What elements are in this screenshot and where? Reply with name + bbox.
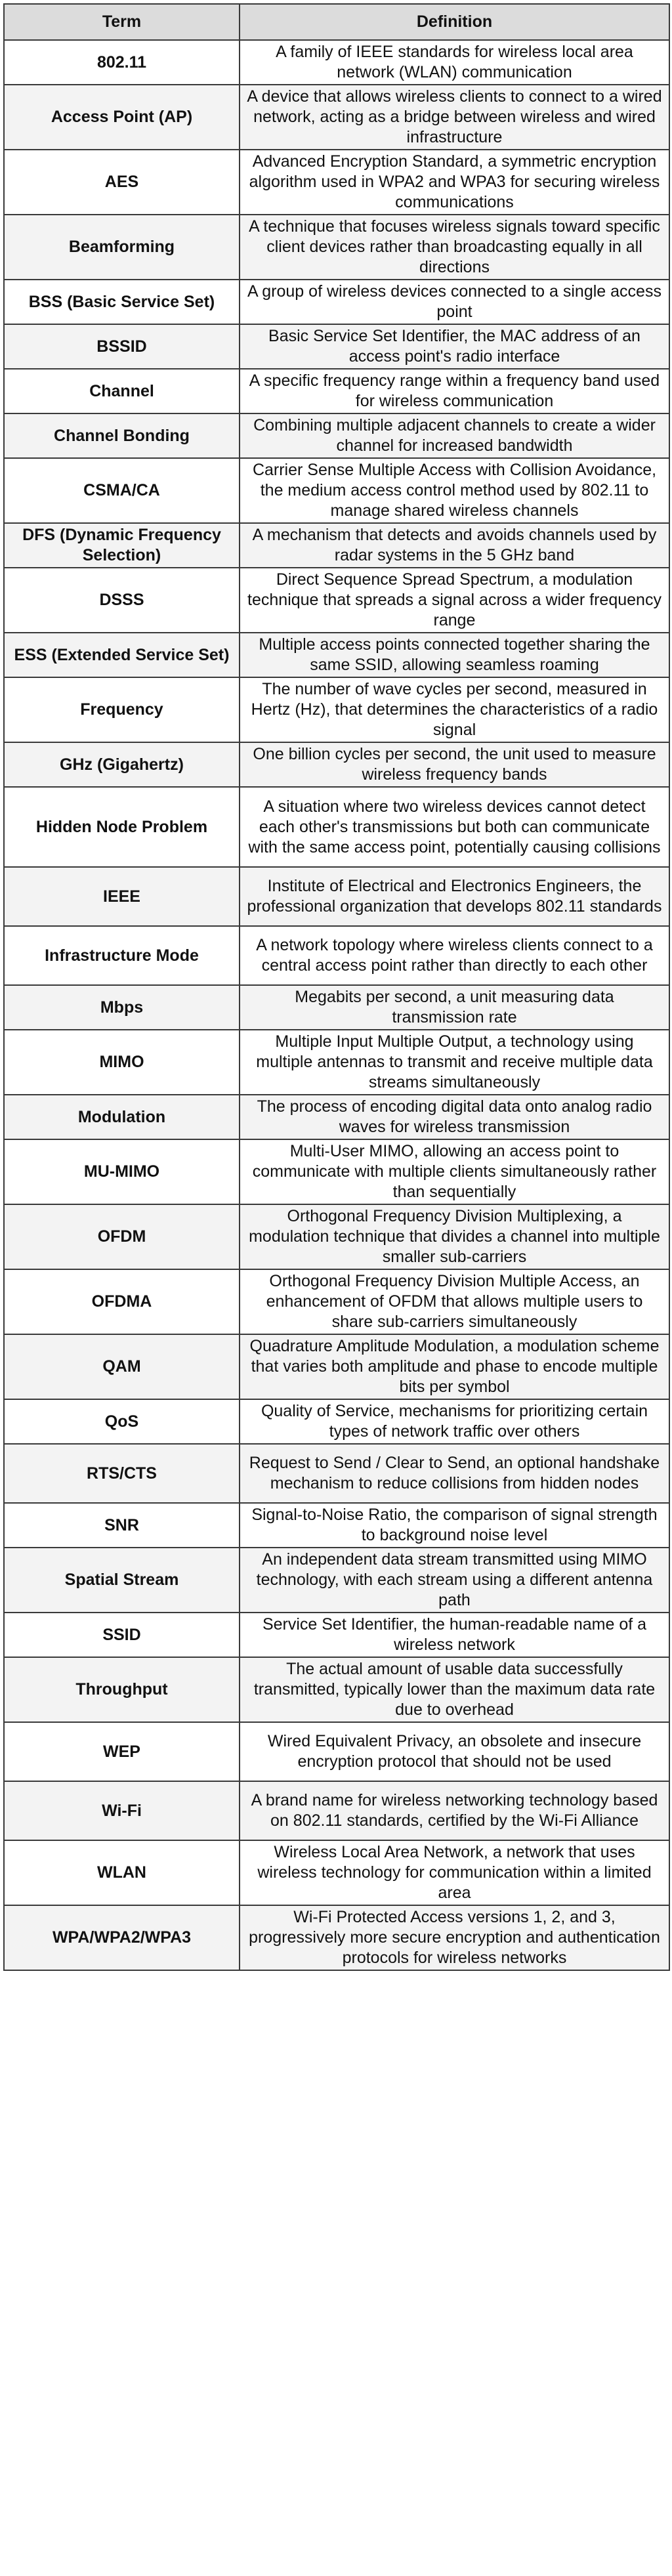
term-cell: Modulation (4, 1095, 240, 1139)
definition-cell: One billion cycles per second, the unit used to measure wireless frequency bands (240, 742, 669, 787)
table-row (4, 85, 669, 150)
term-cell: Throughput (4, 1657, 240, 1722)
term-cell: Mbps (4, 985, 240, 1030)
definition-cell: Basic Service Set Identifier, the MAC address of an access point's radio interface (240, 324, 669, 369)
table-row (4, 1722, 669, 1781)
table-row (4, 1781, 669, 1840)
term-cell: QAM (4, 1334, 240, 1399)
definition-cell: Request to Send / Clear to Send, an optional handshake mechanism to reduce collisions from hidden nodes (240, 1444, 669, 1503)
term-cell: RTS/CTS (4, 1444, 240, 1503)
table-row (4, 150, 669, 215)
definition-cell: A family of IEEE standards for wireless local area network (WLAN) communication (240, 40, 669, 85)
term-cell: BSSID (4, 324, 240, 369)
table-row (4, 215, 669, 280)
definition-cell: Advanced Encryption Standard, a symmetric encryption algorithm used in WPA2 and WPA3 for securing wireless communications (240, 150, 669, 215)
term-cell: SNR (4, 1503, 240, 1548)
term-cell: WPA/WPA2/WPA3 (4, 1905, 240, 1970)
definition-cell: A group of wireless devices connected to a single access point (240, 280, 669, 324)
table-row (4, 1613, 669, 1657)
definition-cell: Orthogonal Frequency Division Multiple Access, an enhancement of OFDM that allows multiple users to share sub-carriers simultaneously (240, 1269, 669, 1334)
table-row (4, 633, 669, 677)
definition-cell: Quadrature Amplitude Modulation, a modulation scheme that varies both amplitude and phase to encode multiple bits per symbol (240, 1334, 669, 1399)
term-cell: ESS (Extended Service Set) (4, 633, 240, 677)
term-cell: Channel (4, 369, 240, 413)
definition-cell: Combining multiple adjacent channels to create a wider channel for increased bandwidth (240, 413, 669, 458)
table-row (4, 1657, 669, 1722)
term-cell: CSMA/CA (4, 458, 240, 523)
definition-cell: A network topology where wireless clients connect to a central access point rather than directly to each other (240, 926, 669, 985)
table-row (4, 523, 669, 568)
term-cell: IEEE (4, 867, 240, 926)
table-row (4, 1444, 669, 1503)
definition-cell: Wireless Local Area Network, a network that uses wireless technology for communication within a limited area (240, 1840, 669, 1905)
term-cell: Channel Bonding (4, 413, 240, 458)
table-row (4, 280, 669, 324)
definition-cell: Service Set Identifier, the human-readable name of a wireless network (240, 1613, 669, 1657)
table-row (4, 568, 669, 633)
definition-cell: Institute of Electrical and Electronics Engineers, the professional organization that develops 802.11 standards (240, 867, 669, 926)
term-cell: OFDMA (4, 1269, 240, 1334)
definition-cell: Carrier Sense Multiple Access with Collision Avoidance, the medium access control method used by 802.11 to manage shared wireless channels (240, 458, 669, 523)
term-cell: QoS (4, 1399, 240, 1444)
term-cell: BSS (Basic Service Set) (4, 280, 240, 324)
definition-column-header: Definition (240, 4, 669, 40)
term-cell: MIMO (4, 1030, 240, 1095)
definition-cell: A mechanism that detects and avoids channels used by radar systems in the 5 GHz band (240, 523, 669, 568)
table-row (4, 1139, 669, 1204)
definition-cell: A brand name for wireless networking technology based on 802.11 standards, certified by the Wi-Fi Alliance (240, 1781, 669, 1840)
glossary-table (3, 3, 670, 1971)
term-cell: WLAN (4, 1840, 240, 1905)
definition-cell: A device that allows wireless clients to connect to a wired network, acting as a bridge between wireless and wired infrastructure (240, 85, 669, 150)
definition-cell: Orthogonal Frequency Division Multiplexing, a modulation technique that divides a channel into multiple smaller sub-carriers (240, 1204, 669, 1269)
term-cell: Wi-Fi (4, 1781, 240, 1840)
term-cell: AES (4, 150, 240, 215)
table-row (4, 742, 669, 787)
term-cell: Access Point (AP) (4, 85, 240, 150)
table-row (4, 787, 669, 867)
definition-cell: Direct Sequence Spread Spectrum, a modulation technique that spreads a signal across a wider frequency range (240, 568, 669, 633)
table-row (4, 985, 669, 1030)
table-row (4, 458, 669, 523)
term-column-header: Term (4, 4, 240, 40)
definition-cell: Multiple access points connected together sharing the same SSID, allowing seamless roaming (240, 633, 669, 677)
table-header (4, 4, 669, 40)
term-cell: Frequency (4, 677, 240, 742)
table-row (4, 1548, 669, 1613)
term-cell: Beamforming (4, 215, 240, 280)
table-row (4, 1399, 669, 1444)
definition-cell: An independent data stream transmitted using MIMO technology, with each stream using a different antenna path (240, 1548, 669, 1613)
table-row (4, 926, 669, 985)
definition-cell: Multiple Input Multiple Output, a technology using multiple antennas to transmit and receive multiple data streams simultaneously (240, 1030, 669, 1095)
table-row (4, 1840, 669, 1905)
table-row (4, 1204, 669, 1269)
definition-cell: A situation where two wireless devices cannot detect each other's transmissions but both can communicate with the same access point, potentially causing collisions (240, 787, 669, 867)
table-row (4, 324, 669, 369)
definition-cell: A technique that focuses wireless signals toward specific client devices rather than broadcasting equally in all directions (240, 215, 669, 280)
term-cell: WEP (4, 1722, 240, 1781)
term-cell: MU-MIMO (4, 1139, 240, 1204)
table-row (4, 413, 669, 458)
table-row (4, 1503, 669, 1548)
table-row (4, 1269, 669, 1334)
table-row (4, 1334, 669, 1399)
definition-cell: The actual amount of usable data successfully transmitted, typically lower than the maximum data rate due to overhead (240, 1657, 669, 1722)
table-row (4, 1905, 669, 1970)
table-row (4, 867, 669, 926)
term-cell: DSSS (4, 568, 240, 633)
term-cell: Spatial Stream (4, 1548, 240, 1613)
definition-cell: A specific frequency range within a frequency band used for wireless communication (240, 369, 669, 413)
term-cell: DFS (Dynamic Frequency Selection) (4, 523, 240, 568)
table-body (4, 40, 669, 1970)
definition-cell: Quality of Service, mechanisms for prioritizing certain types of network traffic over others (240, 1399, 669, 1444)
table-row (4, 1030, 669, 1095)
definition-cell: Multi-User MIMO, allowing an access point to communicate with multiple clients simultaneously rather than sequentially (240, 1139, 669, 1204)
definition-cell: Wired Equivalent Privacy, an obsolete and insecure encryption protocol that should not be used (240, 1722, 669, 1781)
term-cell: Infrastructure Mode (4, 926, 240, 985)
term-cell: GHz (Gigahertz) (4, 742, 240, 787)
definition-cell: The process of encoding digital data onto analog radio waves for wireless transmission (240, 1095, 669, 1139)
definition-cell: The number of wave cycles per second, measured in Hertz (Hz), that determines the characteristics of a radio signal (240, 677, 669, 742)
term-cell: SSID (4, 1613, 240, 1657)
definition-cell: Signal-to-Noise Ratio, the comparison of signal strength to background noise level (240, 1503, 669, 1548)
term-cell: 802.11 (4, 40, 240, 85)
definition-cell: Megabits per second, a unit measuring data transmission rate (240, 985, 669, 1030)
term-cell: OFDM (4, 1204, 240, 1269)
definition-cell: Wi-Fi Protected Access versions 1, 2, and 3, progressively more secure encryption and authentication protocols for wireless networks (240, 1905, 669, 1970)
header-row (4, 4, 669, 40)
table-row (4, 1095, 669, 1139)
term-cell: Hidden Node Problem (4, 787, 240, 867)
table-row (4, 40, 669, 85)
table-row (4, 369, 669, 413)
table-row (4, 677, 669, 742)
